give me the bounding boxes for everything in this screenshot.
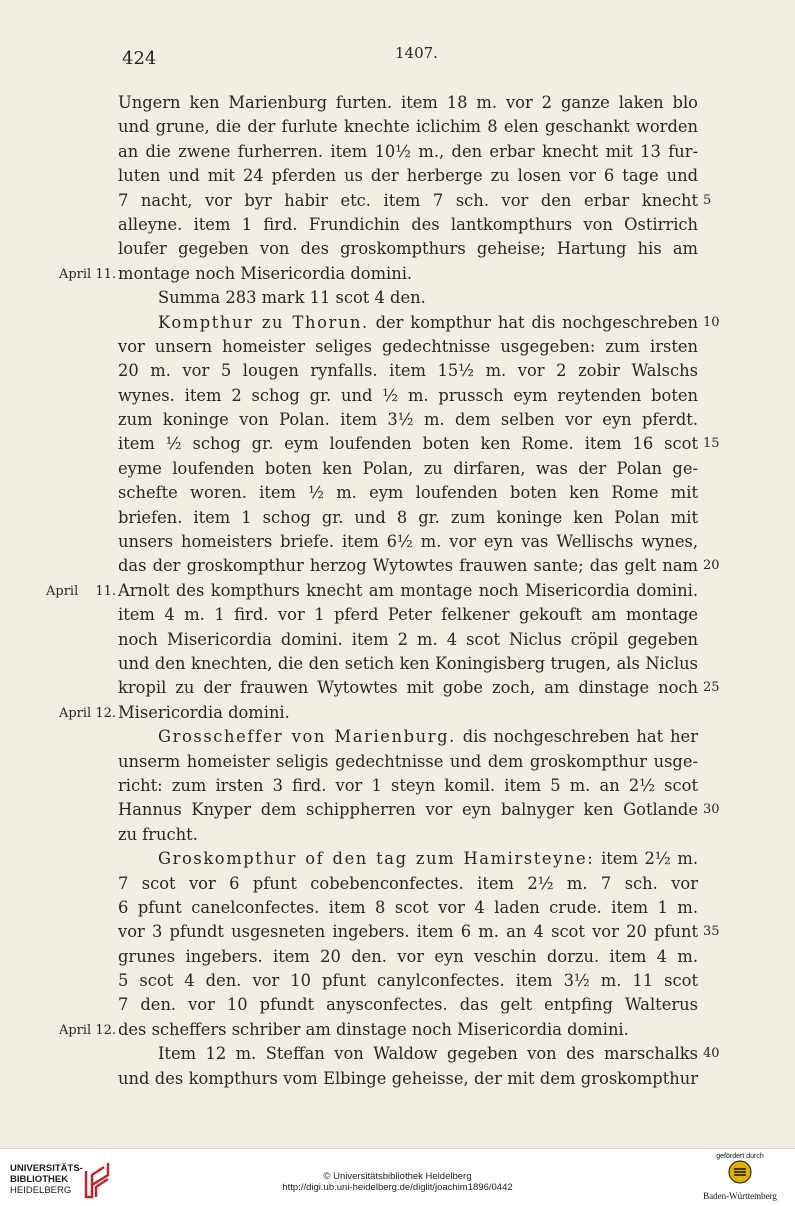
line-text: item 4 m. 1 fird. vor 1 pferd Peter felkener gekouft am montage bbox=[118, 605, 698, 625]
line-text: vor unsern homeister seliges gedechtnisse usgegeben: zum irsten bbox=[118, 336, 698, 356]
text-line bbox=[118, 896, 698, 920]
text-line bbox=[118, 945, 698, 969]
margin-date: April 11. bbox=[46, 583, 116, 599]
text-line bbox=[118, 432, 720, 456]
document-body bbox=[46, 91, 720, 1091]
line-text: zum koninge von Polan. item 3½ m. dem selben vor eyn pferdt. bbox=[118, 410, 698, 430]
text-line bbox=[118, 189, 712, 213]
line-text: Arnolt des kompthurs knecht am montage noch Misericordia domini. bbox=[118, 580, 698, 600]
section-heading: Groskompthur of den tag zum Hamirsteyne: bbox=[158, 849, 595, 869]
text-line bbox=[118, 628, 698, 652]
text-line bbox=[118, 969, 698, 993]
text-line bbox=[118, 920, 720, 944]
text-line bbox=[118, 408, 698, 432]
line-text: schefte woren. item ½ m. eym loufenden boten ken Rome mit bbox=[118, 483, 698, 503]
line-text: Ungern ken Marienburg furten. item 18 m. vor 2 ganze laken blo bbox=[118, 93, 698, 112]
text-line bbox=[118, 1042, 720, 1066]
text-line bbox=[118, 750, 698, 774]
text-line bbox=[118, 993, 698, 1017]
text-line bbox=[118, 311, 720, 335]
running-year: 1407. bbox=[395, 44, 438, 62]
coat-of-arms-icon bbox=[728, 1160, 752, 1184]
line-text: vor 3 pfundt usgesneten ingebers. item 6 m. an 4 scot vor 20 pfunt bbox=[118, 922, 698, 942]
line-text: 7 den. vor 10 pfundt anysconfectes. das gelt entpfing Walterus bbox=[118, 995, 698, 1015]
funder-block bbox=[695, 1153, 785, 1201]
line-text: kropil zu der frauwen Wytowtes mit gobe zoch, am dinstage noch bbox=[118, 678, 698, 698]
page-header bbox=[0, 44, 795, 74]
text-line bbox=[118, 823, 698, 847]
line-text: das der groskompthur herzog Wytowtes frauwen sante; das gelt nam bbox=[118, 556, 698, 576]
line-text: zu frucht. bbox=[118, 824, 198, 844]
line-text: item ½ schog gr. eym loufenden boten ken Rome. item 16 scot bbox=[118, 434, 698, 454]
text-line bbox=[118, 798, 720, 822]
line-text: an die zwene furherren. item 10½ m., den erbar knecht mit 13 fur- bbox=[118, 141, 698, 161]
line-text: loufer gegeben von des groskompthurs geheise; Hartung his am bbox=[118, 239, 698, 259]
line-number: 20 bbox=[703, 558, 720, 574]
line-number: 5 bbox=[703, 192, 712, 208]
line-text: alleyne. item 1 fird. Frundichin des lantkompthurs von Ostirrich bbox=[118, 214, 698, 234]
line-text: und grune, die der furlute knechte iclichim 8 elen geschankt worden bbox=[118, 117, 698, 137]
text-line bbox=[118, 774, 698, 798]
text-line bbox=[118, 481, 698, 505]
text-line bbox=[118, 164, 698, 188]
funded-by-label: gefördert durch bbox=[716, 1153, 764, 1160]
text-line bbox=[118, 286, 698, 310]
line-text: Misericordia domini. bbox=[118, 702, 290, 722]
line-text: 7 scot vor 6 pfunt cobebenconfectes. item 2½ m. 7 sch. vor bbox=[118, 873, 698, 893]
text-line bbox=[118, 457, 698, 481]
margin-date: April 11. bbox=[58, 266, 116, 282]
library-name-line-3: HEIDELBERG bbox=[10, 1185, 72, 1196]
text-line bbox=[118, 213, 698, 237]
line-text: 5 scot 4 den. vor 10 pfunt canylconfectes. item 3½ m. 11 scot bbox=[118, 971, 698, 991]
margin-date: April 12. bbox=[58, 1022, 116, 1038]
text-line bbox=[58, 701, 698, 725]
section-heading: Grosscheffer von Marienburg. bbox=[158, 727, 456, 747]
text-line bbox=[118, 335, 698, 359]
line-text: 6 pfunt canelconfectes. item 8 scot vor 4 laden crude. item 1 m. bbox=[118, 897, 698, 917]
line-number: 15 bbox=[703, 436, 720, 452]
text-line bbox=[118, 384, 698, 408]
text-line bbox=[118, 725, 698, 749]
section-heading: Kompthur zu Thorun. bbox=[158, 312, 369, 332]
library-name-line-2: BIBLIOTHEK bbox=[10, 1174, 69, 1185]
line-text: 20 m. vor 5 lougen rynfalls. item 15½ m. vor 2 zobir Walschs bbox=[118, 361, 698, 381]
text-line bbox=[118, 237, 698, 261]
text-line bbox=[118, 1067, 698, 1091]
line-text: 7 nacht, vor byr habir etc. item 7 sch. vor den erbar knecht bbox=[118, 190, 698, 210]
line-number: 25 bbox=[703, 680, 720, 696]
line-text: Item 12 m. Steffan von Waldow gegeben von des marschalks bbox=[158, 1044, 698, 1064]
line-text: montage noch Misericordia domini. bbox=[118, 263, 413, 283]
text-line bbox=[118, 140, 698, 164]
line-text: item 2½ m. bbox=[601, 849, 698, 869]
text-line bbox=[118, 554, 720, 578]
line-text: eyme loufenden boten ken Polan, zu dirfaren, was der Polan ge- bbox=[118, 458, 698, 478]
text-line bbox=[118, 872, 698, 896]
line-text: richt: zum irsten 3 fird. vor 1 steyn komil. item 5 m. an 2½ scot bbox=[118, 775, 698, 795]
text-line bbox=[118, 652, 698, 676]
footer-bar bbox=[0, 1148, 795, 1206]
line-text: Hannus Knyper dem schippherren vor eyn balnyger ken Gotlande bbox=[118, 800, 698, 820]
line-text: und den knechten, die den setich ken Koningisberg trugen, als Niclus bbox=[118, 653, 698, 673]
line-text: grunes ingebers. item 20 den. vor eyn veschin dorzu. item 4 m. bbox=[118, 946, 698, 966]
text-line bbox=[118, 530, 698, 554]
line-text: der kompthur hat dis nochgeschreben bbox=[375, 312, 698, 332]
page-number: 424 bbox=[122, 48, 157, 69]
text-line bbox=[118, 115, 698, 139]
margin-date: April 12. bbox=[58, 705, 116, 721]
text-line bbox=[118, 847, 698, 871]
copyright-text: © Universitätsbibliothek Heidelberg bbox=[323, 1171, 472, 1182]
funder-name: Baden-Württemberg bbox=[703, 1191, 777, 1201]
line-text: briefen. item 1 schog gr. und 8 gr. zum koninge ken Polan mit bbox=[118, 507, 698, 527]
line-number: 10 bbox=[703, 314, 720, 330]
library-name-line-1: UNIVERSITÄTS- bbox=[10, 1163, 83, 1174]
line-text: luten und mit 24 pferden us der herberge zu losen vor 6 tage und bbox=[118, 166, 698, 186]
line-text: wynes. item 2 schog gr. und ½ m. prussch eym reytenden boten bbox=[118, 385, 698, 405]
line-text: noch Misericordia domini. item 2 m. 4 scot Niclus cröpil gegeben bbox=[118, 629, 698, 649]
line-number: 40 bbox=[703, 1046, 720, 1062]
line-text: des scheffers schriber am dinstage noch Misericordia domini. bbox=[118, 1019, 629, 1039]
text-line bbox=[46, 579, 698, 603]
line-text: und des kompthurs vom Elbinge geheisse, der mit dem groskompthur bbox=[118, 1068, 698, 1088]
line-number: 30 bbox=[703, 802, 720, 818]
copyright-block bbox=[0, 1171, 795, 1193]
line-number: 35 bbox=[703, 924, 720, 940]
line-text: unsers homeisters briefe. item 6½ m. vor eyn vas Wellischs wynes, bbox=[118, 532, 698, 552]
line-text: unserm homeister seligis gedechtnisse und dem groskompthur usge- bbox=[118, 751, 698, 771]
text-line bbox=[118, 603, 698, 627]
source-url-link[interactable]: http://digi.ub.uni-heidelberg.de/diglit/joachim1896/0442 bbox=[282, 1182, 513, 1193]
line-text: dis nochgeschreben hat her bbox=[462, 727, 698, 747]
text-line bbox=[118, 506, 698, 530]
text-line bbox=[58, 262, 698, 286]
text-line bbox=[58, 1018, 698, 1042]
text-line bbox=[118, 676, 720, 700]
text-line bbox=[118, 359, 698, 383]
line-text: Summa 283 mark 11 scot 4 den. bbox=[158, 288, 426, 308]
text-line bbox=[118, 91, 698, 115]
